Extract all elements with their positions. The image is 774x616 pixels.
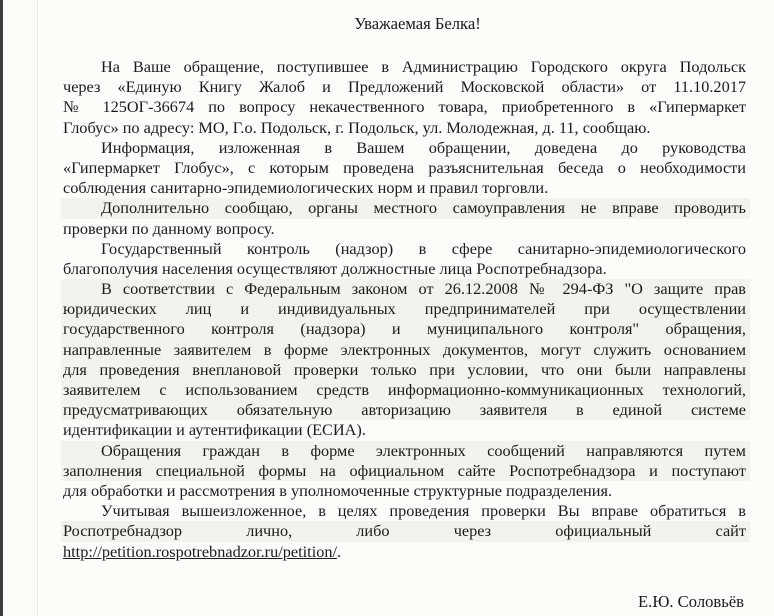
- text-line: предусматривающих обязательную авторизацию заявителя в единой системе: [63, 400, 746, 420]
- text-line: направленные заявителем в форме электронных документов, могут служить основанием: [63, 339, 746, 359]
- text-line: «Гипермаркет Глобус», с которым проведена разъяснительная беседа о необходимости: [63, 157, 746, 177]
- text-line: Обращения граждан в форме электронных сообщений направляются путем: [63, 441, 746, 461]
- text-line: соблюдения санитарно-эпидемиологических норм и правил торговли.: [63, 178, 549, 198]
- text-line: благополучия населения осуществляют должностные лица Роспотребнадзора.: [63, 258, 607, 278]
- scan-edge-artifact: [0, 0, 3, 616]
- text-line: для обработки и рассмотрения в уполномоченные структурные подразделения.: [63, 480, 613, 500]
- text-line: для проведения внеплановой проверки только при условии, что они были направлены: [63, 359, 746, 379]
- letter-text: [63, 57, 746, 562]
- text-line: Роспотребнадзор лично, либо через официальный сайт: [63, 521, 746, 541]
- text-line: Государственный контроль (надзор) в сфере санитарно-эпидемиологического: [101, 238, 746, 258]
- text-line: Глобус» по адресу: МО, Г.о. Подольск, г. Подольск, ул. Молодежная, д. 11, сообщаю.: [63, 117, 651, 137]
- text-line: через «Единую Книгу Жалоб и Предложений Московской области» от 11.10.2017: [63, 77, 746, 97]
- text-line: [63, 542, 746, 562]
- text-line: юридических лиц и индивидуальных предпринимателей при осуществлении: [63, 299, 746, 319]
- text-line: Дополнительно сообщаю, органы местного самоуправления не вправе проводить: [63, 198, 746, 218]
- text-line: заполнения специальной формы на официальном сайте Роспотребнадзора и поступают: [63, 460, 746, 480]
- text-line: Информация, изложенная в Вашем обращении, доведена до руководства: [101, 137, 746, 157]
- signature: Е.Ю. Соловьёв: [638, 591, 744, 611]
- text-line: В соответствии с Федеральным законом от 26.12.2008 № 294-ФЗ "О защите прав: [63, 279, 746, 299]
- text-line: идентификации и аутентификации (ЕСИА).: [63, 420, 366, 440]
- text-line: заявителем с использованием средств информационно-коммуникационных технологий,: [63, 380, 746, 399]
- text-line: Учитывая вышеизложенное, в целях проведения проверки Вы вправе обратиться в: [101, 501, 746, 521]
- text-line: проверки по данному вопросу.: [63, 218, 275, 238]
- text-line: На Ваше обращение, поступившее в Администрацию Городского округа Подольск: [101, 57, 746, 76]
- url-trailing-period: .: [337, 541, 342, 561]
- text-line: государственного контроля (надзора) и муниципального контроля" обращения,: [63, 319, 746, 339]
- text-line: № 125ОГ-36674 по вопросу некачественного товара, приобретенного в «Гипермаркет: [63, 97, 746, 117]
- petition-url: http://petition.rospotrebnadzor.ru/petition/: [63, 541, 338, 561]
- salutation: Уважаемая Белка!: [354, 14, 481, 33]
- letter-body: [63, 14, 746, 612]
- scan-margin-line: [37, 0, 38, 616]
